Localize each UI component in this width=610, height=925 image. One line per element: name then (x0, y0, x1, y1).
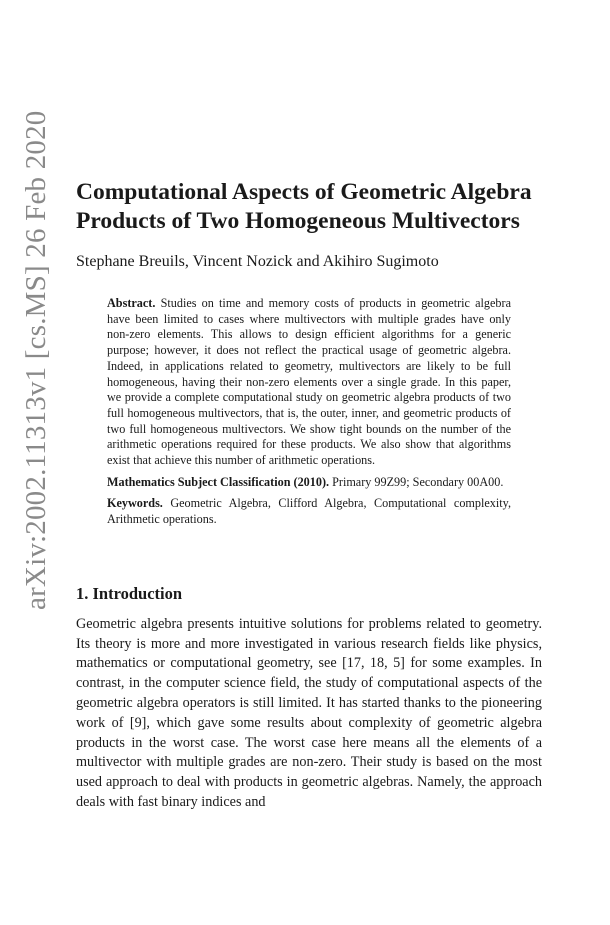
keywords-text: Geometric Algebra, Clifford Algebra, Computational complexity, Arithmetic operations. (107, 496, 511, 527)
msc-text: Primary 99Z99; Secondary 00A00. (332, 474, 504, 489)
authors: Stephane Breuils, Vincent Nozick and Akihiro Sugimoto (76, 253, 439, 270)
keywords-label: Keywords. (107, 496, 163, 511)
paper-page (76, 178, 542, 813)
keywords (107, 496, 511, 527)
msc (107, 475, 511, 491)
section-heading: 1. Introduction (76, 583, 183, 603)
introduction-text: Geometric algebra presents intuitive solutions for problems related to geometry. Its theory is more and more investigated in various research fields like physics, mathematics or computational geometry, see [17, 18, 5] for some examples. In contrast, in the computer science field, the study of computational aspects of the geometric algebra operators is still limited. It has started thanks to the pioneering work of [9], which gave some results about complexity of geometric algebra products in the worst case. The worst case here means all the elements of a multivector with multiple grades are non-zero. Their study is based on the most used approach to deal with products in geometric algebras. Namely, the approach deals with fast binary indices and (76, 615, 542, 811)
abstract (107, 296, 511, 469)
abstract-block (107, 296, 511, 528)
abstract-text: Studies on time and memory costs of products in geometric algebra have been limited to cases where multivectors with multiple grades have only non-zero elements. This allows to design efficient algorithms for a generic purpose; however, it does not reflect the practical usage of geometric algebra. Indeed, in applications related to geometry, multivectors are likely to be full homogeneous, having their non-zero elements over a single grade. In this paper, we provide a complete computational study on geometric algebra products of two full homogeneous multivectors, that is, the outer, inner, and geometric products of two full homogeneous multivectors. We show tight bounds on the number of the arithmetic operations required for these products. We also show that algorithms exist that achieve this number of arithmetic operations. (107, 296, 511, 468)
abstract-label: Abstract. (107, 296, 156, 310)
msc-label: Mathematics Subject Classification (2010). (107, 474, 330, 489)
arxiv-identifier: arXiv:2002.11313v1 [cs.MS] 26 Feb 2020 (20, 110, 52, 610)
paper-title: Computational Aspects of Geometric Algebra Products of Two Homogeneous Multivectors (76, 179, 532, 234)
